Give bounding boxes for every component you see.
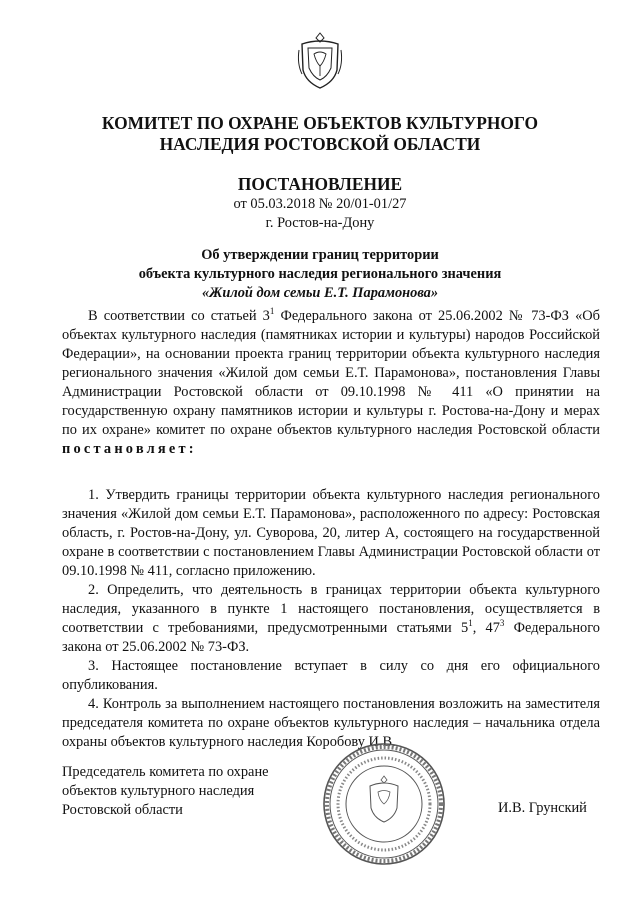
- document-subject: [0, 246, 640, 303]
- official-seal-icon: [322, 742, 446, 866]
- preamble-text-2: Федерального закона от 25.06.2002 № 73-ФЗ «Об объектах культурного наследия (памятниках истории и культуры) народов Российской Федерации», на основании проекта границ территории объекта культурного наследия регионального значения «Жилой дом семьи Е.Т. Парамонова», постановления Главы Администрации Ростовской области от 09.10.1998 № 411 «О принятии на государственную охрану памятников истории и культуры г. Ростова-на-Дону и мерах по их охране» комитет по охране объектов культурного наследия Ростовской области: [62, 308, 600, 438]
- signatory-title: [62, 763, 269, 820]
- item2-superscript-2: 3: [499, 618, 505, 629]
- preamble-superscript: 1: [269, 306, 275, 317]
- org-line-1: КОМИТЕТ ПО ОХРАНЕ ОБЪЕКТОВ КУЛЬТУРНОГО: [101, 113, 539, 133]
- decree-item-4: 4. Контроль за выполнением настоящего постановления возложить на заместителя председателя комитета по охране объектов культурного наследия – начальника отдела охраны объектов культурного наследия Коробову И.В.: [62, 696, 600, 750]
- item2-text-a: 2. Определить, что деятельность в границах территории объекта культурного наследия, указанного в пункте 1 настоящего постановления, осуществляется в соответствии с требованиями, предусмотренными статьями 5: [62, 582, 600, 636]
- org-line-2: НАСЛЕДИЯ РОСТОВСКОЙ ОБЛАСТИ: [159, 134, 481, 154]
- decree-word: постановляет:: [62, 441, 197, 457]
- document-number-date: от 05.03.2018 № 20/01-01/27: [233, 196, 407, 212]
- item2-text-b: , 47: [472, 620, 500, 636]
- signatory-name: И.В. Грунский: [498, 800, 587, 816]
- subject-line-3: «Жилой дом семьи Е.Т. Парамонова»: [201, 285, 439, 301]
- item2-superscript-1: 1: [468, 618, 473, 629]
- document-city: г. Ростов-на-Дону: [265, 215, 375, 231]
- preamble-text-1: В соответствии со статьей 3: [88, 308, 270, 324]
- organization-name: [0, 113, 640, 155]
- decree-item-1: 1. Утвердить границы территории объекта культурного наследия регионального значения «Жилой дом семьи Е.Т. Парамонова», расположенного по адресу: Ростовская область, г. Ростов-на-Дону, ул. Суворова, 20, литер А, состоящего на государственной охране в соответствии с постановлением Главы Администрации Ростовской области от 09.10.1998 № 411, согласно приложению.: [62, 487, 600, 579]
- signatory-line-3: Ростовской области: [62, 802, 183, 818]
- coat-of-arms-icon: [296, 30, 344, 92]
- item2-text-c: Федерального закона от 25.06.2002 № 73-ФЗ.: [62, 620, 600, 655]
- document-meta: [0, 195, 640, 233]
- document-type: ПОСТАНОВЛЕНИЕ: [237, 174, 403, 194]
- subject-line-2: объекта культурного наследия регионального значения: [138, 266, 502, 282]
- preamble-paragraph: [62, 307, 600, 459]
- decree-item-3: 3. Настоящее постановление вступает в силу со дня его официального опубликования.: [62, 658, 600, 693]
- decree-item-2: [62, 581, 600, 657]
- decree-items: [62, 486, 600, 752]
- subject-line-1: Об утверждении границ территории: [201, 247, 439, 263]
- signatory-line-2: объектов культурного наследия: [62, 783, 255, 799]
- signatory-line-1: Председатель комитета по охране: [62, 764, 269, 780]
